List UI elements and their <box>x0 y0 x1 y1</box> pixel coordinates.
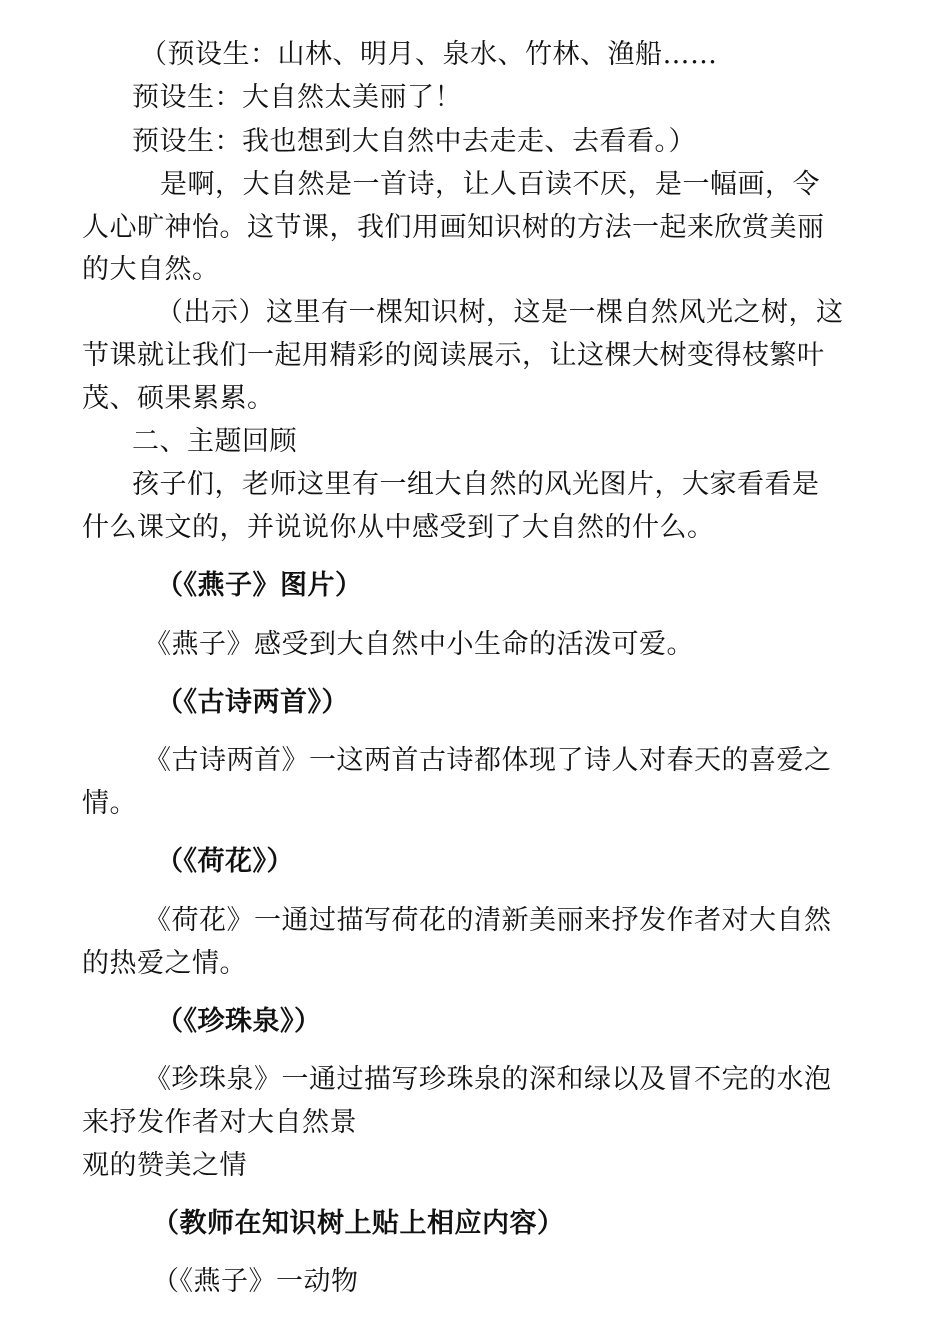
text-line-lotus: 《荷花》一通过描写荷花的清新美丽来抒发作者对大自然 <box>144 905 832 936</box>
text-line-preset-1: （预设生：山林、明月、泉水、竹林、渔船…… <box>140 39 718 70</box>
text-line-lotus: 的热爱之情。 <box>82 948 247 979</box>
bold-label-lotus: （《荷花》） <box>156 846 294 877</box>
text-line-preset-2: 预设生：大自然太美丽了！ <box>132 82 462 113</box>
text-line-paragraph-2: 节课就让我们一起用精彩的阅读展示，让这棵大树变得枝繁叶 <box>82 340 825 371</box>
text-line-pearl-spring: 来抒发作者对大自然景 <box>82 1107 357 1138</box>
text-line-paragraph-2: 茂、硕果累累。 <box>82 383 275 414</box>
text-line-pearl-spring: 《珍珠泉》一通过描写珍珠泉的深和绿以及冒不完的水泡 <box>144 1064 832 1095</box>
bold-label-pearl-spring: （《珍珠泉》） <box>156 1006 322 1037</box>
text-line-preset-3: 预设生：我也想到大自然中去走走、去看看。） <box>132 126 696 157</box>
text-line-paragraph-2: （出示）这里有一棵知识树，这是一棵自然风光之树，这 <box>156 297 844 328</box>
text-line-paragraph-3: 什么课文的，并说说你从中感受到了大自然的什么。 <box>82 512 715 543</box>
text-line-paragraph-1: 的大自然。 <box>82 254 220 285</box>
text-line-paragraph-1: 人心旷神怡。这节课，我们用画知识树的方法一起来欣赏美丽 <box>82 212 825 243</box>
section-heading: 二、主题回顾 <box>132 426 297 457</box>
text-line-paragraph-3: 孩子们，老师这里有一组大自然的风光图片，大家看看是 <box>132 469 820 500</box>
text-line-poems: 情。 <box>82 788 137 819</box>
bold-label-teacher-note: （教师在知识树上贴上相应内容） <box>152 1208 565 1239</box>
bold-label-swallow: （《燕子》图片） <box>156 570 363 601</box>
text-line-pearl-spring: 观的赞美之情 <box>82 1150 247 1181</box>
text-line-poems: 《古诗两首》一这两首古诗都体现了诗人对春天的喜爱之 <box>144 745 832 776</box>
text-line-swallow-animal: （《燕子》一动物 <box>152 1266 359 1297</box>
bold-label-poems: （《古诗两首》） <box>156 687 349 718</box>
text-line-paragraph-1: 是啊，大自然是一首诗，让人百读不厌，是一幅画，令 <box>160 169 820 200</box>
text-line-swallow: 《燕子》感受到大自然中小生命的活泼可爱。 <box>144 629 694 660</box>
